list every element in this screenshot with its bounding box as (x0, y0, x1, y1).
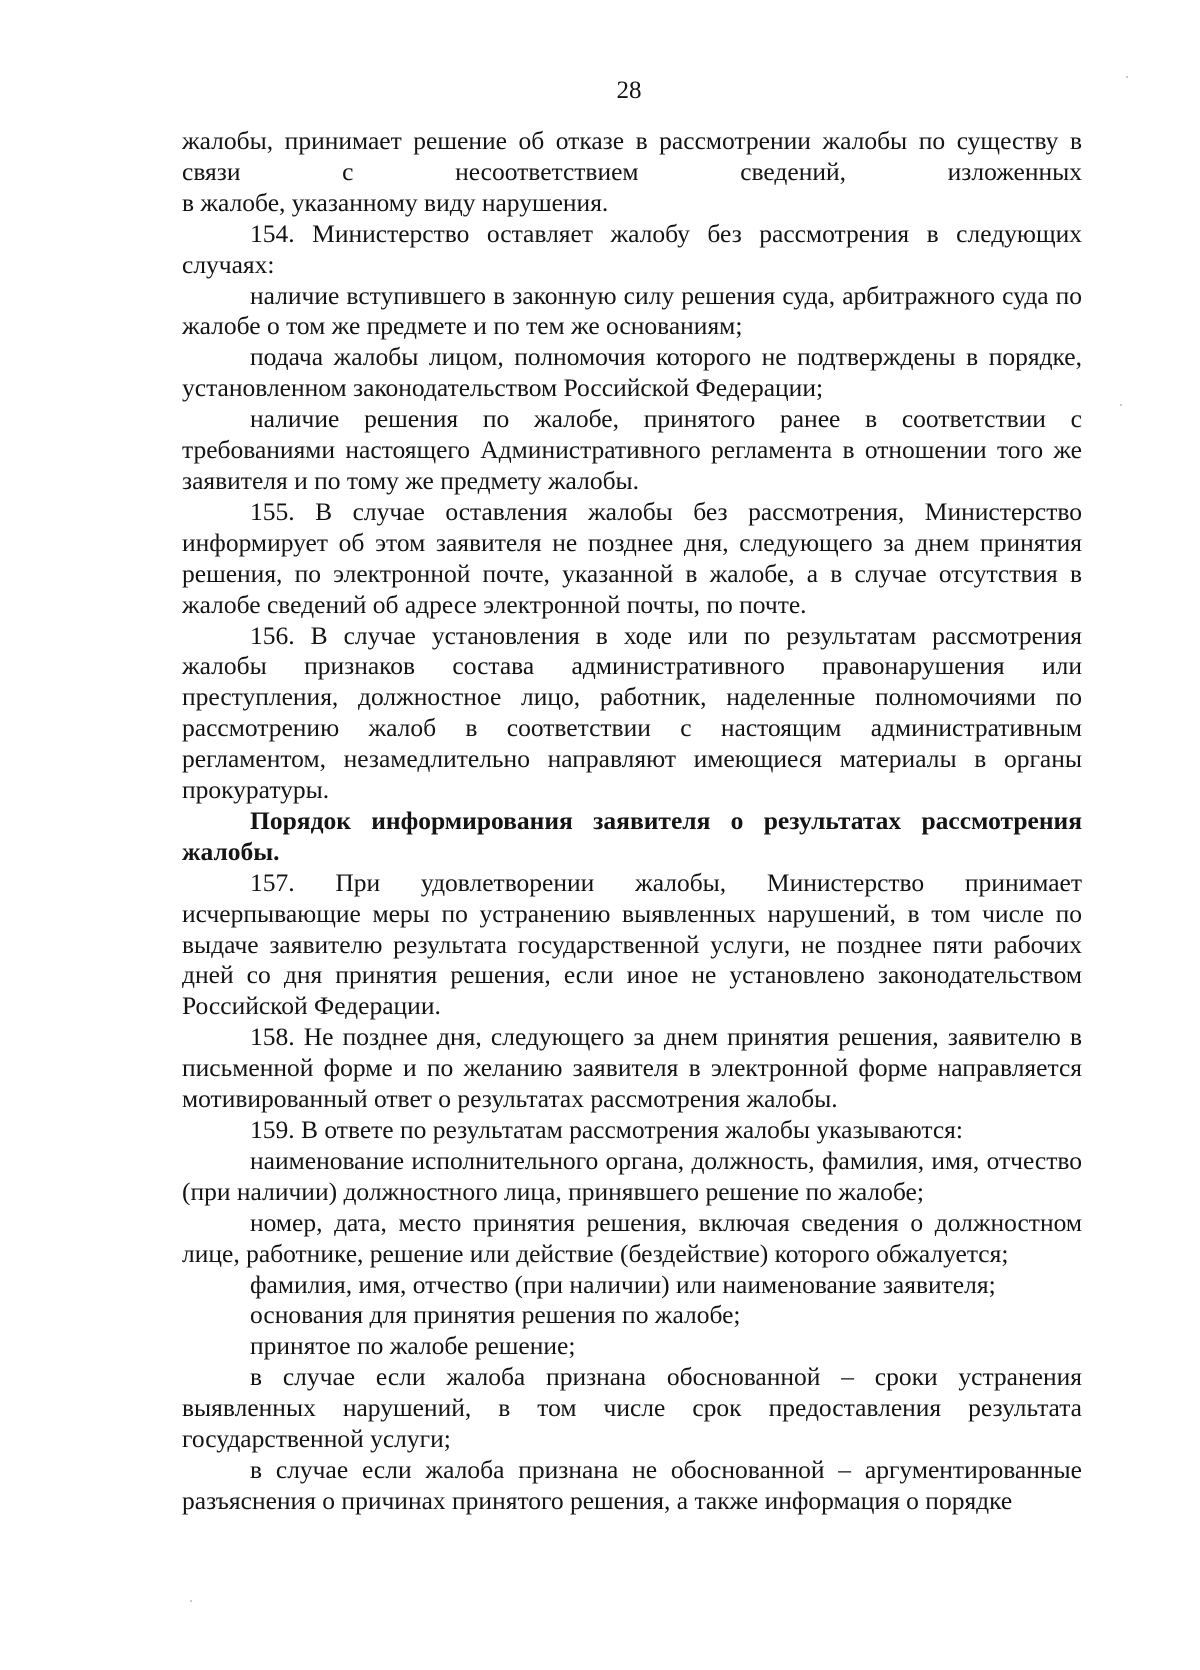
page-number: 28 (616, 77, 642, 104)
clause-159-item-official: наименование исполнительного органа, должность, фамилия, имя, отчество (при наличии) должностного лица, принявшего решение по жалобе; (182, 1145, 1082, 1206)
clause-159-item-unjustified: в случае если жалоба признана не обоснованной – аргументированные разъяснения о причинах принятого решения, а также информация о порядке (182, 1454, 1082, 1515)
clause-154-item-prior-decision: наличие решения по жалобе, принятого ранее в соответствии с требованиями настоящего Административного регламента в отношении того же заявителя и по тому же предмету жалобы. (182, 404, 1082, 495)
clause-159-item-grounds: основания для принятия решения по жалобе; (250, 1300, 741, 1330)
document-body (182, 126, 1082, 1517)
clause-155: 155. В случае оставления жалобы без рассмотрения, Министерство информирует об этом заявителя не позднее дня, следующего за днем принятия решения, по электронной почте, указанной в жалобе, а в случае отсутствия в жалобе сведений об адресе электронной почты, по почте. (182, 496, 1082, 619)
scan-speck (1126, 76, 1128, 78)
section-heading: Порядок информирования заявителя о результатах рассмотрения жалобы. (182, 805, 1082, 866)
text-line: жалобы, принимает решение об отказе в рассмотрении жалобы по существу в (182, 126, 1082, 155)
text-line: в жалобе, указанному виду нарушения. (182, 187, 609, 217)
clause-158: 158. Не позднее дня, следующего за днем принятия решения, заявителю в письменной форме и по желанию заявителя в электронной форме направляется мотивированный ответ о результатах рассмотрения жалобы. (182, 1022, 1082, 1114)
text-line: связи с несоответствием сведений, изложенных (182, 156, 1082, 186)
scan-speck (1120, 404, 1122, 406)
clause-159-item-applicant: фамилия, имя, отчество (при наличии) или наименование заявителя; (250, 1269, 996, 1299)
clause-159-item-decision: принятое по жалобе решение; (250, 1331, 576, 1361)
scan-speck (190, 1600, 192, 1602)
clause-156: 156. В случае установления в ходе или по результатам рассмотрения жалобы признаков состава административного правонарушения или преступления, должностное лицо, работник, наделенные полномочиями по рассмотрению жалоб в соответствии с настоящим административным регламентом, незамедлительно направляют имеющиеся материалы в органы прокуратуры. (182, 620, 1082, 805)
clause-159-item-number-date: номер, дата, место принятия решения, включая сведения о должностном лице, работнике, решение или действие (бездействие) которого обжалуется; (182, 1207, 1082, 1268)
clause-157: 157. При удовлетворении жалобы, Министерство принимает исчерпывающие меры по устранению выявленных нарушений, в том числе по выдаче заявителю результата государственной услуги, не позднее пяти рабочих дней со дня принятия решения, если иное не установлено законодательством Российской Федерации. (182, 867, 1082, 1021)
clause-159: 159. В ответе по результатам рассмотрения жалобы указываются: (250, 1115, 963, 1144)
clause-159-item-justified: в случае если жалоба признана обоснованной – сроки устранения выявленных нарушений, в том числе срок предоставления результата государственной услуги; (182, 1362, 1082, 1454)
clause-154-item-authority: подача жалобы лицом, полномочия которого не подтверждены в порядке, установленном законодательством Российской Федерации; (182, 342, 1082, 403)
paragraph-continuation (182, 126, 1082, 219)
clause-154-item-court: наличие вступившего в законную силу решения суда, арбитражного суда по жалобе о том же предмете и по тем же основаниям; (182, 280, 1082, 341)
clause-154: 154. Министерство оставляет жалобу без рассмотрения в следующих случаях: (182, 218, 1082, 279)
